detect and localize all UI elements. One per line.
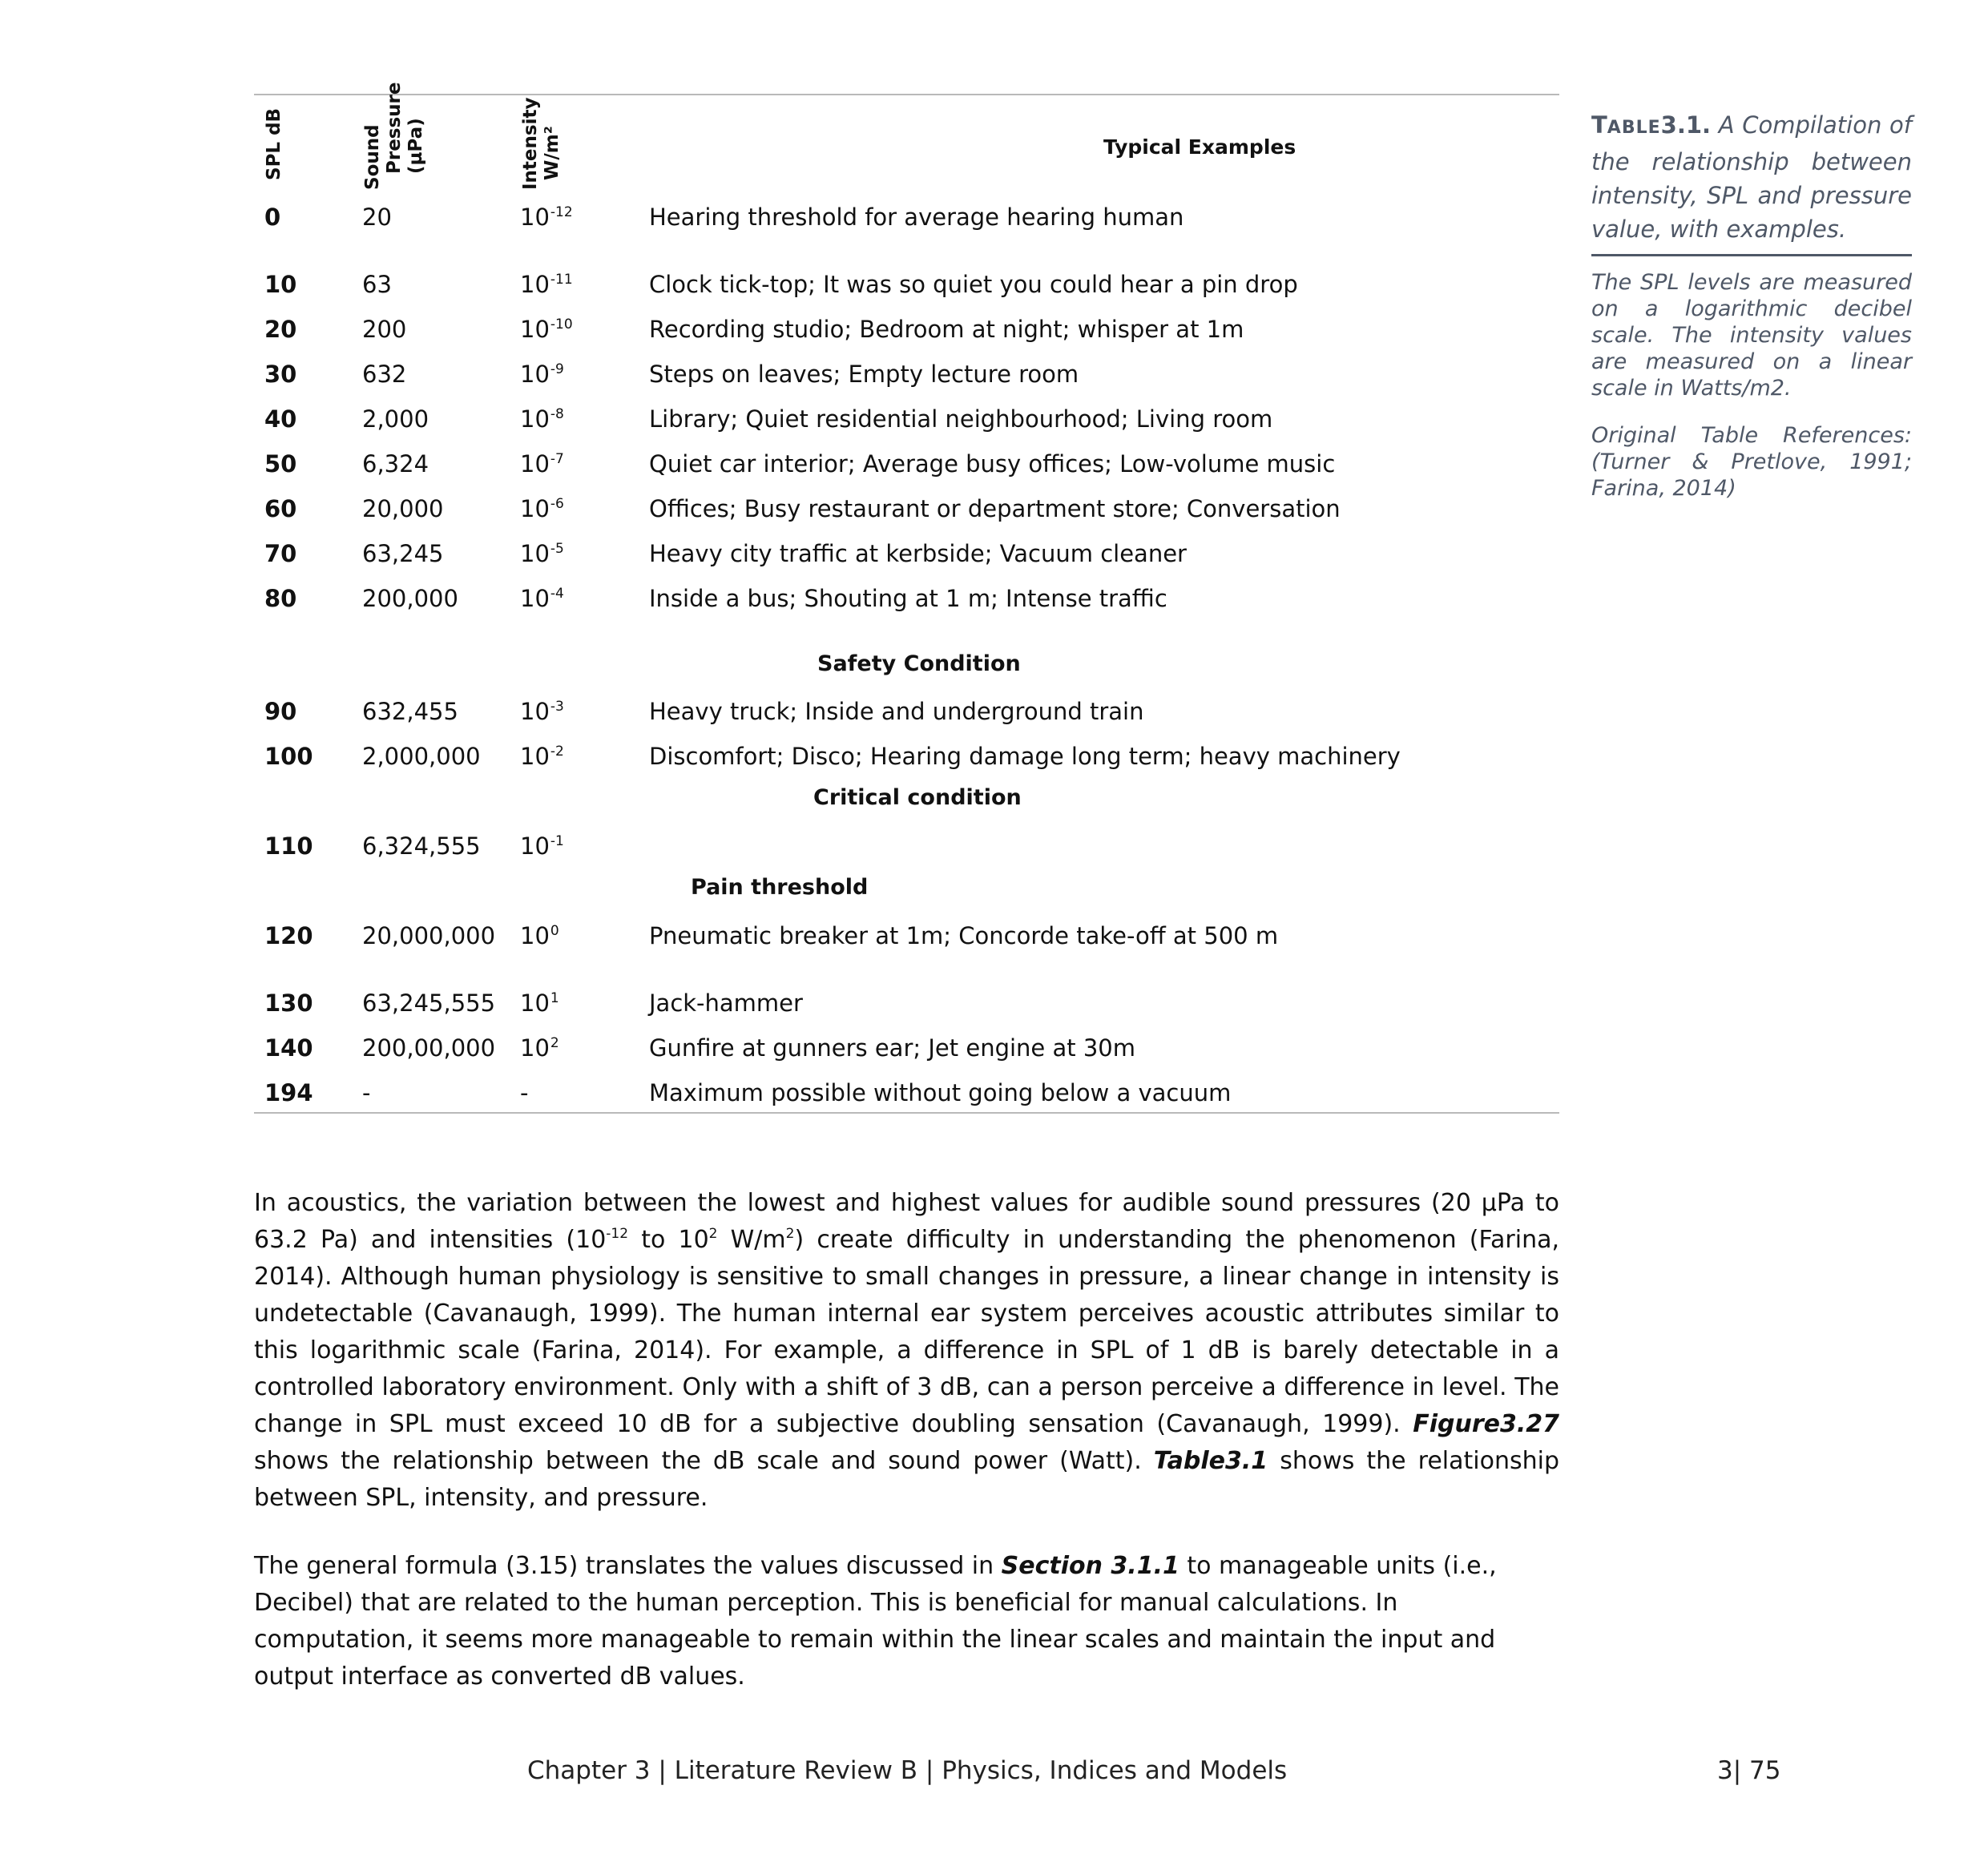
section-reference-link[interactable]: Section 3.1.1 [1001, 1552, 1179, 1580]
intensity-exponent: -3 [550, 699, 564, 715]
cell-intensity [520, 271, 573, 298]
intensity-exponent: -4 [550, 586, 564, 602]
cell-spl: 70 [264, 540, 297, 567]
section-critical-condition: Critical condition [813, 785, 1022, 810]
table-row [254, 405, 1559, 437]
cell-spl: 110 [264, 832, 313, 860]
table-row [254, 698, 1559, 730]
cell-spl: 90 [264, 698, 297, 725]
table-row [254, 361, 1559, 393]
cell-pressure: 63,245,555 [362, 989, 496, 1017]
table-row [254, 1034, 1559, 1066]
cell-intensity [520, 989, 559, 1017]
body-paragraph-2: The general formula (3.15) translates the values discussed in Section 3.1.1 to manageable units (i.e., Decibel) that are related to the human perception. This is beneficial for manual calculations. In computation, it seems more manageable to remain within the linear scales and maintain the input and output interface as converted dB values. [254, 1552, 1497, 1691]
cell-pressure: 6,324,555 [362, 832, 481, 860]
table-row [254, 271, 1559, 303]
cell-pressure: 200,000 [362, 585, 458, 612]
intensity-base: 10 [520, 922, 550, 949]
cell-intensity [520, 495, 564, 522]
intensity-base: 10 [520, 450, 550, 478]
footer-chapter-title: Chapter 3 | Literature Review B | Physics, Indices and Models [527, 1756, 1288, 1785]
intensity-exponent: -10 [550, 316, 573, 332]
table-row [254, 585, 1559, 617]
cell-intensity [520, 405, 564, 433]
intensity-base: 10 [520, 743, 550, 770]
intensity-exponent: -8 [550, 406, 564, 422]
intensity-base: 10 [520, 405, 550, 433]
cell-pressure: 63,245 [362, 540, 444, 567]
cell-spl: 80 [264, 585, 297, 612]
cell-example: Recording studio; Bedroom at night; whisper at 1m [649, 316, 1244, 343]
cell-intensity [520, 585, 564, 612]
cell-pressure: 6,324 [362, 450, 429, 478]
cell-intensity [520, 204, 573, 231]
section-safety-condition: Safety Condition [817, 651, 1021, 676]
cell-example: Hearing threshold for average hearing human [649, 204, 1184, 231]
cell-spl: 130 [264, 989, 313, 1017]
intensity-base: 10 [520, 698, 550, 725]
cell-example: Inside a bus; Shouting at 1 m; Intense traffic [649, 585, 1167, 612]
header-sound-pressure: Sound Pressure (µPa) [362, 82, 426, 190]
section-pain-threshold: Pain threshold [691, 875, 869, 900]
header-spl: SPL dB [264, 107, 284, 180]
cell-spl: 50 [264, 450, 297, 478]
intensity-exponent: -1 [550, 833, 564, 849]
cell-intensity [520, 922, 559, 949]
cell-example: Clock tick-top; It was so quiet you could hear a pin drop [649, 271, 1298, 298]
cell-intensity [520, 698, 564, 725]
cell-spl: 10 [264, 271, 297, 298]
intensity-base: 10 [520, 361, 550, 388]
cell-example: Heavy city traffic at kerbside; Vacuum cleaner [649, 540, 1187, 567]
cell-spl: 40 [264, 405, 297, 433]
table-row [254, 1079, 1559, 1111]
cell-spl: 20 [264, 316, 297, 343]
cell-spl: 120 [264, 922, 313, 949]
cell-example: Jack-hammer [649, 989, 803, 1017]
cell-pressure: 20,000,000 [362, 922, 496, 949]
cell-pressure: 632 [362, 361, 407, 388]
cell-intensity [520, 1034, 559, 1062]
cell-intensity [520, 743, 564, 770]
cell-pressure: 20 [362, 204, 392, 231]
cell-pressure: 632,455 [362, 698, 458, 725]
table-row [254, 540, 1559, 572]
cell-pressure: 200 [362, 316, 407, 343]
cell-pressure: 2,000,000 [362, 743, 481, 770]
header-typical-examples: Typical Examples [1103, 135, 1296, 159]
cell-pressure: - [362, 1079, 371, 1106]
cell-spl: 194 [264, 1079, 313, 1106]
table-row [254, 316, 1559, 348]
table-row [254, 743, 1559, 775]
intensity-exponent: -11 [550, 272, 573, 288]
cell-example: Offices; Busy restaurant or department store; Conversation [649, 495, 1341, 522]
caption-label: TABLE3.1. [1591, 111, 1712, 139]
intensity-base: 10 [520, 585, 550, 612]
intensity-exponent: -12 [550, 204, 573, 220]
table-caption [1591, 108, 1912, 522]
table-row [254, 450, 1559, 482]
table-row [254, 989, 1559, 1022]
cell-pressure: 63 [362, 271, 392, 298]
table-row [254, 922, 1559, 954]
cell-spl: 30 [264, 361, 297, 388]
footer-page-number: 3| 75 [1717, 1756, 1781, 1785]
intensity-exponent: -5 [550, 541, 564, 557]
cell-intensity [520, 832, 564, 860]
cell-spl: 60 [264, 495, 297, 522]
table-bottom-rule [254, 1112, 1559, 1114]
intensity-exponent: 2 [550, 1035, 559, 1051]
cell-example: Steps on leaves; Empty lecture room [649, 361, 1079, 388]
caption-note-references: Original Table References: (Turner & Pretlove, 1991; Farina, 2014) [1591, 423, 1912, 501]
intensity-exponent: -7 [550, 451, 564, 467]
intensity-base: 10 [520, 1034, 550, 1062]
cell-intensity [520, 361, 564, 388]
table-reference-link[interactable]: Table3.1 [1153, 1447, 1268, 1475]
intensity-base: 10 [520, 540, 550, 567]
intensity-exponent: 1 [550, 990, 559, 1006]
table-row [254, 495, 1559, 527]
table-row [254, 204, 1559, 236]
intensity-exponent: -6 [550, 496, 564, 512]
cell-pressure: 200,00,000 [362, 1034, 496, 1062]
table-top-rule [254, 94, 1559, 95]
cell-spl: 100 [264, 743, 313, 770]
intensity-base: 10 [520, 495, 550, 522]
intensity-base: 10 [520, 832, 550, 860]
cell-spl: 0 [264, 204, 281, 231]
cell-example: Quiet car interior; Average busy offices; Low-volume music [649, 450, 1336, 478]
body-paragraph-1: In acoustics, the variation between the lowest and highest values for audible sound pressures (20 µPa to 63.2 Pa) and intensities ($10^{-12}$ to $10^2$ $W/m^2$) create difficulty in understanding the phenomenon (Farina, 2014). Although human physiology is sensitive to small changes in pressure, a linear change in intensity is undetectable (Cavanaugh, 1999). The human internal ear system perceives acoustic attributes similar to this logarithmic scale (Farina, 2014). For example, a difference in SPL of 1 dB is barely detectable in a controlled laboratory environment. Only with a shift of 3 dB, can a person perceive a difference in level. The change in SPL must exceed 10 dB for a subjective doubling sensation (Cavanaugh, 1999). Figure3.27 shows the relationship between the dB scale and sound power (Watt). Table3.1 shows the relationship between SPL, intensity, and pressure. [254, 1189, 1559, 1512]
cell-example: Pneumatic breaker at 1m; Concorde take-off at 500 m [649, 922, 1279, 949]
cell-example: Maximum possible without going below a vacuum [649, 1079, 1232, 1106]
caption-text: TABLE3.1. A Compilation of the relationship between intensity, SPL and pressure value, with examples. [1591, 111, 1913, 243]
intensity-base: 10 [520, 989, 550, 1017]
caption-rule [1591, 254, 1912, 256]
intensity-base: 10 [520, 271, 550, 298]
cell-example: Gunfire at gunners ear; Jet engine at 30m [649, 1034, 1135, 1062]
intensity-base: 10 [520, 204, 550, 231]
cell-intensity [520, 540, 564, 567]
intensity-base: - [520, 1079, 529, 1106]
table-row [254, 832, 1559, 864]
intensity-exponent: 0 [550, 923, 559, 939]
cell-spl: 140 [264, 1034, 313, 1062]
caption-note-scales: The SPL levels are measured on a logarithmic decibel scale. The intensity values are measured on a linear scale in Watts/m2. [1591, 270, 1912, 401]
intensity-base: 10 [520, 316, 550, 343]
header-intensity: Intensity W/m² [520, 97, 563, 190]
figure-reference-link[interactable]: Figure3.27 [1413, 1410, 1559, 1438]
cell-example: Library; Quiet residential neighbourhood; Living room [649, 405, 1273, 433]
cell-pressure: 20,000 [362, 495, 444, 522]
intensity-exponent: -2 [550, 744, 564, 760]
intensity-exponent: -9 [550, 361, 564, 377]
cell-pressure: 2,000 [362, 405, 429, 433]
cell-intensity [520, 316, 573, 343]
cell-example: Heavy truck; Inside and underground train [649, 698, 1144, 725]
cell-intensity [520, 450, 564, 478]
cell-intensity [520, 1079, 529, 1106]
cell-example: Discomfort; Disco; Hearing damage long term; heavy machinery [649, 743, 1401, 770]
